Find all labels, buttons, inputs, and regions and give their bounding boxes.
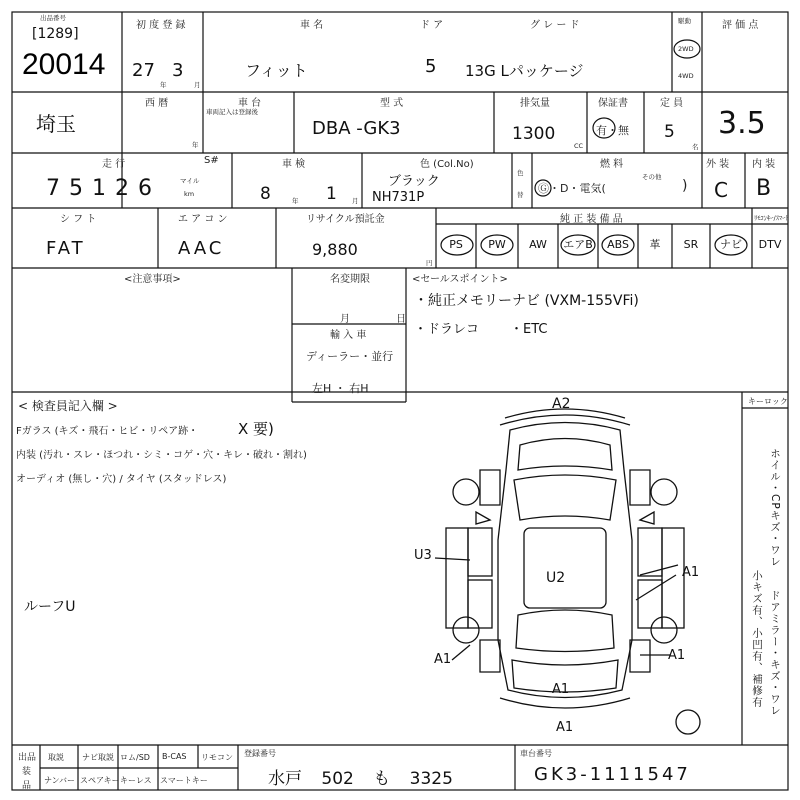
label-fuel: 燃 料: [600, 159, 624, 170]
equipment-airbag: エアB: [563, 238, 593, 251]
footer-item-navi-manual: ナビ取説: [82, 753, 114, 762]
unit-yen: 円: [426, 259, 433, 267]
unit-km: km: [184, 190, 195, 198]
unit-cc: CC: [574, 142, 584, 150]
footer-item-rom-sd: ロム/SD: [120, 753, 150, 762]
header-badge: 出品番号: [40, 14, 66, 22]
fuel-options: Ⓖ・D・電気(: [538, 182, 606, 195]
label-grade: グ レ ー ド: [530, 20, 580, 31]
footer-item-smart-key: スマートキー: [160, 776, 208, 785]
label-seireki: 西 暦: [145, 98, 169, 109]
label-mileage: 走 行: [102, 159, 126, 170]
equipment-leather: 革: [649, 238, 661, 251]
mark-right: A1: [682, 565, 700, 580]
footer-item-keyless: キーレス: [120, 776, 152, 785]
unit-year-3: 年: [292, 197, 299, 205]
import-side: 左H ・ 右H: [312, 382, 369, 395]
drive-4wd: 4WD: [678, 72, 694, 80]
inspector-title: < 検査員記入欄 >: [18, 399, 118, 413]
unit-month-3: 月: [352, 197, 359, 205]
sales-line-1: ・純正メモリーナビ (VXM-155VFi): [414, 293, 639, 309]
label-equipment: 純 正 装 備 品: [560, 214, 623, 225]
door-count: 5: [425, 56, 437, 77]
label-sq: S#: [204, 155, 219, 166]
label-displacement: 排気量: [520, 98, 550, 109]
inspector-glass: Fガラス (キズ・飛石・ヒビ・リペア跡・: [16, 426, 199, 437]
drive-2wd: 2WD: [678, 45, 694, 53]
interior-grade: B: [756, 176, 772, 201]
footer-item-bcas: B-CAS: [162, 752, 187, 761]
label-reg-date: 初 度 登 録: [136, 20, 186, 31]
inspector-glass-mark: X 要): [238, 420, 274, 438]
grade-value: 13G Lパッケージ: [465, 62, 584, 80]
equipment-navi: ナビ: [720, 238, 742, 251]
car-name: フィット: [245, 61, 308, 80]
mark-right-low: A1: [668, 648, 686, 663]
label-notes: <注意事項>: [124, 274, 181, 285]
label-recycle: リサイクル預託金: [306, 214, 385, 225]
mileage-value: 75126: [46, 176, 161, 201]
inspection-month: 1: [326, 184, 337, 204]
label-inspection: 車 検: [282, 159, 306, 170]
label-remote: ﾘﾓｺﾝｷｰ/ｽﾏｰﾄ: [754, 214, 789, 222]
label-import: 輸 入 車: [330, 330, 367, 341]
inspector-audio: オーディオ (無し・穴) / タイヤ (スタッドレス): [16, 474, 227, 485]
fuel-other: その他: [642, 173, 662, 181]
mark-center: U2: [546, 570, 566, 586]
unit-people: 名: [692, 143, 699, 151]
label-interior: 内 装: [752, 159, 776, 170]
shadai-note: 車両記入は登録後: [206, 108, 258, 116]
inspector-interior: 内装 (汚れ・スレ・ほつれ・シミ・コゲ・穴・キレ・破れ・割れ): [16, 450, 307, 461]
label-car-name: 車 名: [300, 20, 324, 31]
label-chassis: 車台番号: [520, 749, 552, 758]
displacement: 1300: [512, 124, 556, 144]
import-type: ディーラー・並行: [306, 350, 394, 363]
equipment-aw: AW: [529, 238, 547, 251]
vertical-note-1: ホイル・CPキズ・ワレ: [769, 448, 781, 568]
footer-item-spare-key: スペアキー: [80, 776, 120, 785]
unit-mile: マイル: [180, 177, 200, 185]
label-score: 評 価 点: [722, 20, 759, 31]
recycle-value: 9,880: [312, 240, 358, 259]
mark-left: U3: [414, 548, 432, 563]
label-shadai: 車 台: [238, 98, 262, 109]
chassis-number: GK3-1111547: [534, 764, 691, 785]
mark-bottom-out: A1: [556, 720, 574, 735]
footer-label-2: 装: [22, 767, 32, 777]
score-value: 3.5: [718, 106, 766, 141]
unit-year-1: 年: [160, 81, 167, 89]
label-doors: ド ア: [420, 20, 444, 31]
label-nc-day: 日: [396, 314, 406, 325]
label-drive: 駆動: [678, 17, 691, 25]
sales-line-3: ・ETC: [510, 322, 548, 337]
equipment-sunroof: SR: [683, 238, 699, 251]
label-iro: 色: [517, 169, 524, 177]
vertical-note-2: ドアミラー・キズ・ワレ: [769, 590, 781, 717]
label-exterior: 外 装: [706, 159, 730, 170]
reg-year: 27: [132, 60, 155, 81]
label-sales: <セールスポイント>: [412, 274, 508, 285]
footer-label-1: 出品: [18, 753, 37, 763]
prefecture: 埼玉: [36, 112, 76, 136]
shift-value: FAT: [46, 238, 86, 259]
pref-code: [1289]: [32, 26, 79, 42]
label-nc-month: 月: [340, 314, 350, 325]
sales-line-2: ・ドラレコ: [414, 322, 480, 337]
mark-bottom: A1: [552, 682, 570, 697]
capacity: 5: [664, 122, 675, 142]
footer-item-manual: 取説: [48, 753, 64, 762]
label-color: 色 (Col.No): [420, 159, 474, 170]
unit-month-1: 月: [194, 81, 201, 89]
label-model: 型 式: [380, 98, 404, 109]
vertical-note-3: 小キズ有、小凹有、補修有: [751, 570, 763, 708]
label-aircon: エ ア コ ン: [178, 214, 228, 225]
reg-month: 3: [172, 60, 184, 81]
footer-item-plate: ナンバー: [44, 776, 76, 785]
fuel-close: ): [682, 178, 688, 194]
footer-item-remote: リモコン: [201, 753, 233, 762]
color-code: NH731P: [372, 190, 425, 205]
footer-label-3: 品: [22, 781, 32, 791]
equipment-ps: PS: [449, 238, 463, 251]
mark-top: A2: [552, 396, 571, 412]
label-keylock: キーロック: [748, 397, 788, 406]
equipment-dtv: DTV: [758, 238, 782, 251]
lot-number: 20014: [22, 48, 106, 81]
label-shift: シ フ ト: [60, 214, 97, 225]
label-iro2: 替: [517, 191, 524, 199]
exterior-grade: C: [714, 178, 728, 202]
side-note: ルーフU: [24, 599, 76, 615]
label-capacity: 定 員: [660, 98, 684, 109]
label-reg-number: 登録番号: [244, 749, 276, 758]
unit-year-2: 年: [192, 141, 199, 149]
color-name: ブラック: [388, 174, 440, 189]
mark-left-low: A1: [434, 652, 452, 667]
label-warranty: 保証書: [598, 98, 628, 109]
label-name-change: 名変期限: [330, 274, 370, 285]
model-code: DBA -GK3: [312, 118, 401, 139]
inspection-year: 8: [260, 184, 271, 204]
warranty-options: 有・無: [596, 124, 629, 137]
equipment-pw: PW: [488, 238, 506, 251]
reg-number: 水戸 502 も 3325: [268, 769, 453, 789]
equipment-abs: ABS: [607, 238, 629, 251]
aircon-value: AAC: [178, 238, 225, 259]
